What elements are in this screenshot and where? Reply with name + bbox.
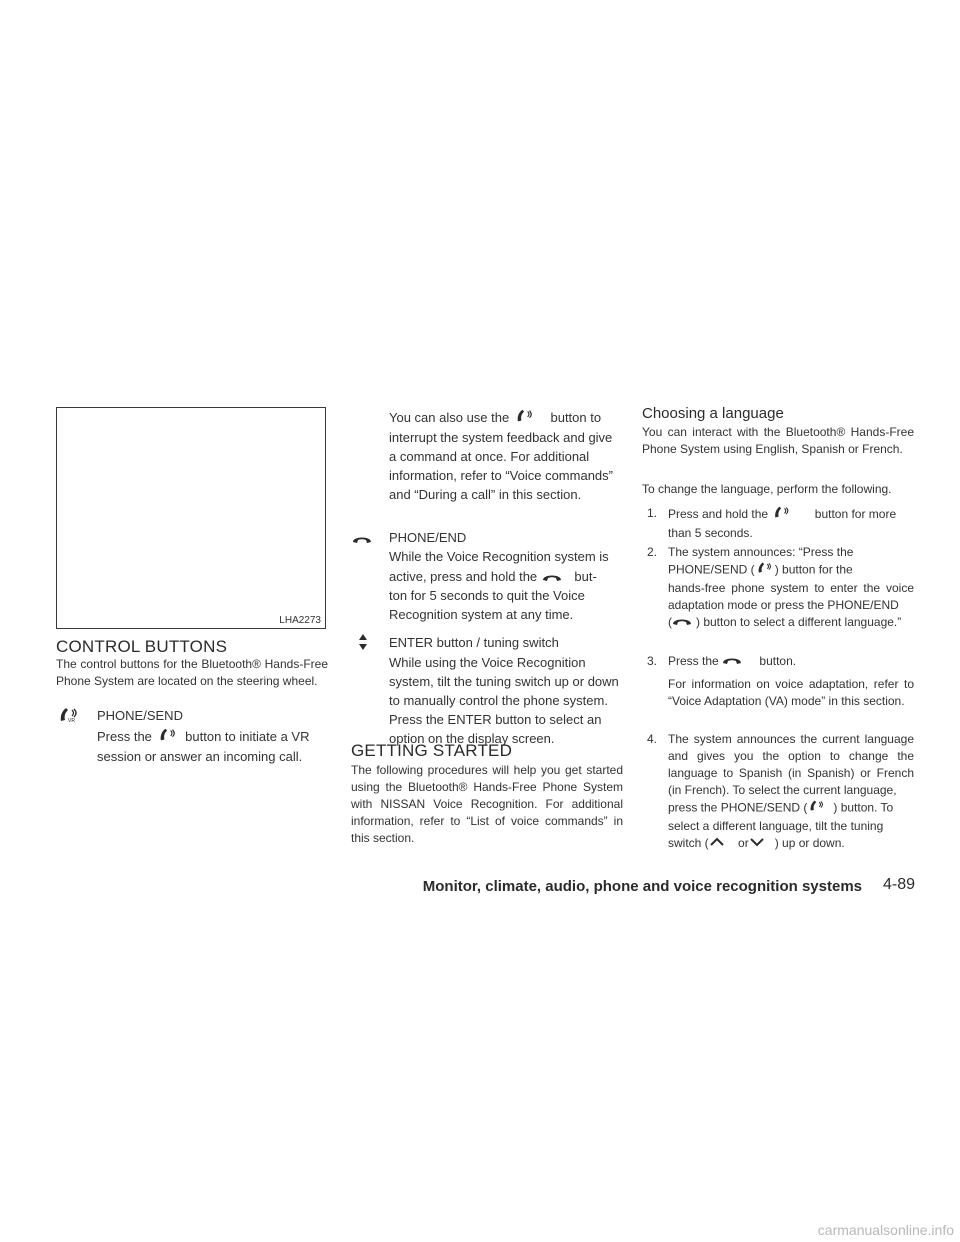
language-lead: To change the language, perform the following. bbox=[642, 482, 892, 496]
language-heading: Choosing a language bbox=[642, 405, 784, 422]
getting-started-text: The following procedures will help you get started using the Bluetooth® Hands-Free Phone System with NISSAN Voice Recognition. For additional information, refer to “List of voice commands” in this section. bbox=[351, 763, 623, 845]
phone-end-icon-step2 bbox=[672, 614, 696, 631]
figure-frame bbox=[56, 407, 326, 629]
control-buttons-heading: CONTROL BUTTONS bbox=[56, 637, 228, 656]
up-down-arrows-icon bbox=[358, 633, 368, 656]
phone-send-icon-step2 bbox=[755, 561, 775, 580]
phone-end-line2: active, press and hold the but- bbox=[389, 567, 597, 587]
phone-send-line2: session or answer an incoming call. bbox=[97, 749, 303, 764]
phone-send-icon-step4 bbox=[807, 799, 833, 818]
watermark: carmanualsonline.info bbox=[817, 1222, 954, 1238]
step-1: 1. Press and hold the button for more than 5 seconds. bbox=[647, 506, 897, 540]
svg-text:VR: VR bbox=[68, 718, 75, 724]
enter-title: ENTER button / tuning switch bbox=[389, 635, 559, 650]
phone-end-icon-inline bbox=[541, 568, 571, 587]
phone-send-icon-inline-2 bbox=[513, 408, 547, 429]
phone-send-title: PHONE/SEND bbox=[97, 708, 183, 723]
phone-send-icon bbox=[58, 706, 80, 729]
step-4: 4. The system announces the current language and gives you the option to change the language to Spanish (in Spanish) or French (in French). To select the current language, press the PHONE/SEND ( ) button. To select a different language, tilt the tuning switch ( or ) up or down. bbox=[647, 731, 914, 852]
footer-section-title: Monitor, climate, audio, phone and voice recognition systems bbox=[422, 878, 862, 895]
step-2: 2. The system announces: “Press the PHONE/SEND ( ) button for the hands-free phone system to enter the voice adaptation mode or press the PHONE/END ( ) button to select a different language.” bbox=[647, 544, 914, 631]
chevron-down-icon bbox=[749, 835, 775, 852]
phone-send-icon-inline bbox=[156, 727, 182, 748]
chevron-up-icon bbox=[709, 835, 735, 852]
phone-end-icon bbox=[352, 531, 372, 549]
phone-send-also-rest: interrupt the system feedback and give a command at once. For additional information, refer to “Voice commands” and “During a call” in this section. bbox=[389, 430, 613, 502]
phone-end-rest: ton for 5 seconds to quit the Voice Recognition system at any time. bbox=[389, 588, 585, 622]
phone-send-also-line1: You can also use the button to bbox=[389, 408, 601, 429]
page-number: 4-89 bbox=[883, 876, 916, 893]
step-3-note: For information on voice adaptation, refer to “Voice Adaptation (VA) mode” in this section. bbox=[668, 677, 914, 708]
phone-end-line1: While the Voice Recognition system is bbox=[389, 549, 609, 564]
phone-send-line1: Press the button to initiate a VR bbox=[97, 727, 309, 748]
step-3: 3. Press the button. bbox=[647, 653, 914, 670]
getting-started-heading: GETTING STARTED bbox=[351, 741, 513, 760]
phone-send-icon-step1 bbox=[771, 505, 811, 525]
phone-end-title: PHONE/END bbox=[389, 530, 467, 545]
enter-text: While using the Voice Recognition system, tilt the tuning switch up or down to manually control the phone system. Press the ENTER button to select an option on the display screen. bbox=[389, 655, 619, 746]
phone-end-icon-step3 bbox=[722, 653, 756, 670]
language-intro: You can interact with the Bluetooth® Hands-Free Phone System using English, Spanish or French. bbox=[642, 425, 914, 456]
control-buttons-intro: The control buttons for the Bluetooth® Hands-Free Phone System are located on the steering wheel. bbox=[56, 657, 328, 688]
figure-label: LHA2273 bbox=[279, 615, 321, 626]
